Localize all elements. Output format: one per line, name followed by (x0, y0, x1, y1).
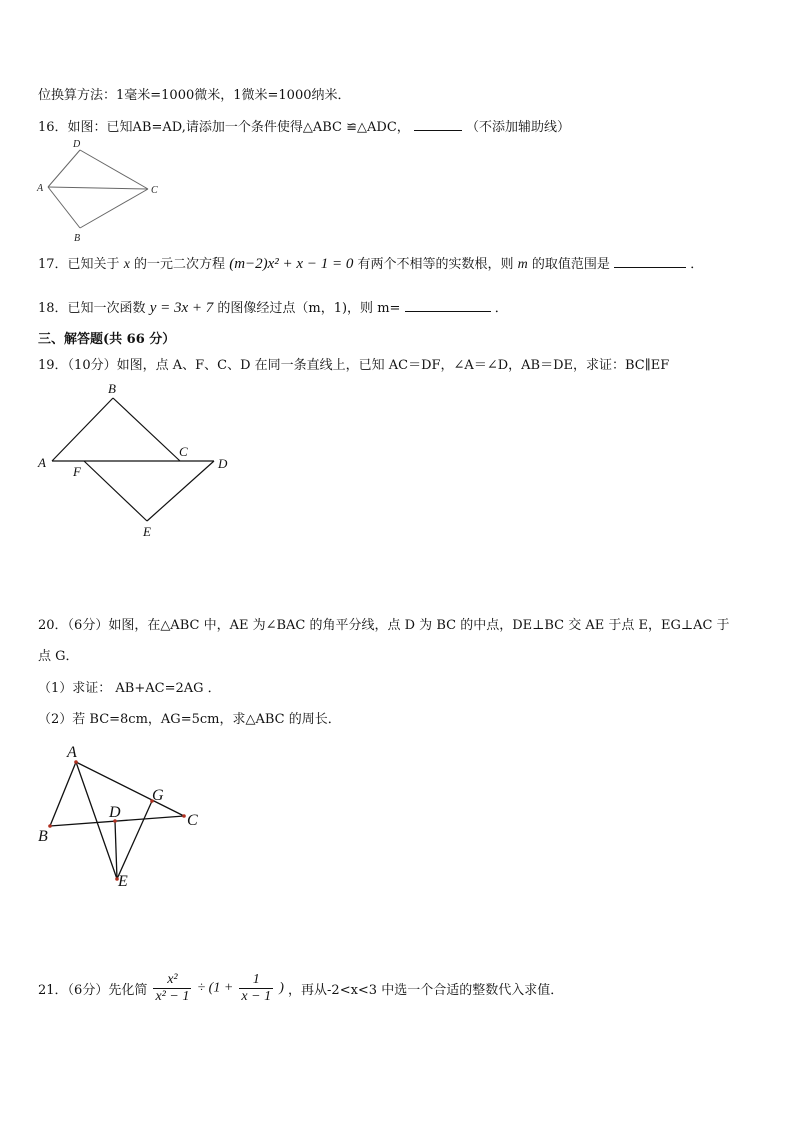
question-18-text-b: 的图像经过点（m，1)，则 m= (217, 301, 401, 316)
segment-EG (117, 801, 152, 879)
point-B (48, 824, 52, 828)
section-heading-3: 三、解答题(共 66 分） (38, 332, 176, 347)
question-16-note: （不添加辅助线） (466, 120, 571, 135)
question-19: 19．（10分）如图，点 A、F、C、D 在同一条直线上，已知 AC＝DF，∠A＝∠D，AB＝DE，求证：BC∥EF (38, 358, 670, 373)
fig19-label-B: B (108, 381, 116, 396)
fig19-label-A: A (38, 455, 46, 470)
linear-function: y = 3x + 7 (149, 300, 214, 316)
fraction-2-denominator: x − 1 (241, 989, 272, 1004)
fig20-label-G: G (152, 787, 164, 804)
question-20-part-1: （1）求证： AB+AC=2AG ． (38, 681, 221, 696)
unit-conversion-note: 位换算方法：1毫米=1000微米，1微米=1000纳米． (38, 88, 351, 103)
question-17-end: ． (690, 257, 704, 272)
question-20-part-2: （2）若 BC=8cm，AG=5cm，求△ABC 的周长． (38, 712, 341, 727)
question-21-text-a: 21．（6分）先化简 (38, 983, 148, 998)
fig20-label-B: B (38, 828, 48, 845)
segment-DE (115, 821, 117, 879)
segment-AB (50, 762, 76, 826)
fig16-label-A: A (37, 183, 44, 194)
question-17-text-d: 的取值范围是 (531, 257, 610, 272)
question-17-text-a: 17．已知关于 (38, 257, 120, 272)
fig19-label-E: E (143, 524, 151, 539)
quadratic-equation: (m−2)x² + x − 1 = 0 (229, 256, 354, 272)
fig20-label-A: A (67, 744, 77, 761)
fig16-label-B: B (74, 233, 81, 244)
fraction-1-denominator: x² − 1 (155, 989, 190, 1004)
variable-x: x (123, 257, 130, 272)
point-C (182, 814, 186, 818)
fraction-1-numerator: x² (153, 972, 191, 989)
fig19-label-C: C (179, 444, 188, 459)
paren-close: ) (279, 980, 284, 996)
fig20-label-E: E (118, 873, 128, 890)
question-21-text-b: ，再从-2<x<3 中选一个合适的整数代入求值． (288, 983, 564, 998)
question-20-cont: 点 G． (38, 649, 79, 664)
fig16-label-D: D (73, 139, 81, 150)
question-18-end: ． (494, 301, 508, 316)
fig19-label-F: F (73, 464, 81, 479)
fig20-label-C: C (187, 812, 198, 829)
division-open: ÷ (1 + (197, 980, 234, 996)
question-18-text-a: 18．已知一次函数 (38, 301, 146, 316)
question-21 (38, 972, 563, 1005)
question-16-text: 16．如图：已知AB=AD,请添加一个条件使得△ABC ≌△ADC， (38, 120, 410, 135)
fig20-label-D: D (109, 804, 121, 821)
fig19-label-D: D (218, 456, 228, 471)
fig16-label-C: C (151, 185, 158, 196)
question-17-text-b: 的一元二次方程 (134, 257, 226, 272)
fraction-1 (153, 972, 191, 1005)
fraction-2 (239, 972, 273, 1005)
fraction-2-numerator: 1 (239, 972, 273, 989)
variable-m: m (517, 257, 528, 272)
question-17-text-c: 有两个不相等的实数根，则 (357, 257, 514, 272)
question-20: 20．（6分）如图，在△ABC 中，AE 为∠BAC 的角平分线，点 D 为 BC 的中点，DE⊥BC 交 AE 于点 E，EG⊥AC 于 (38, 618, 730, 633)
